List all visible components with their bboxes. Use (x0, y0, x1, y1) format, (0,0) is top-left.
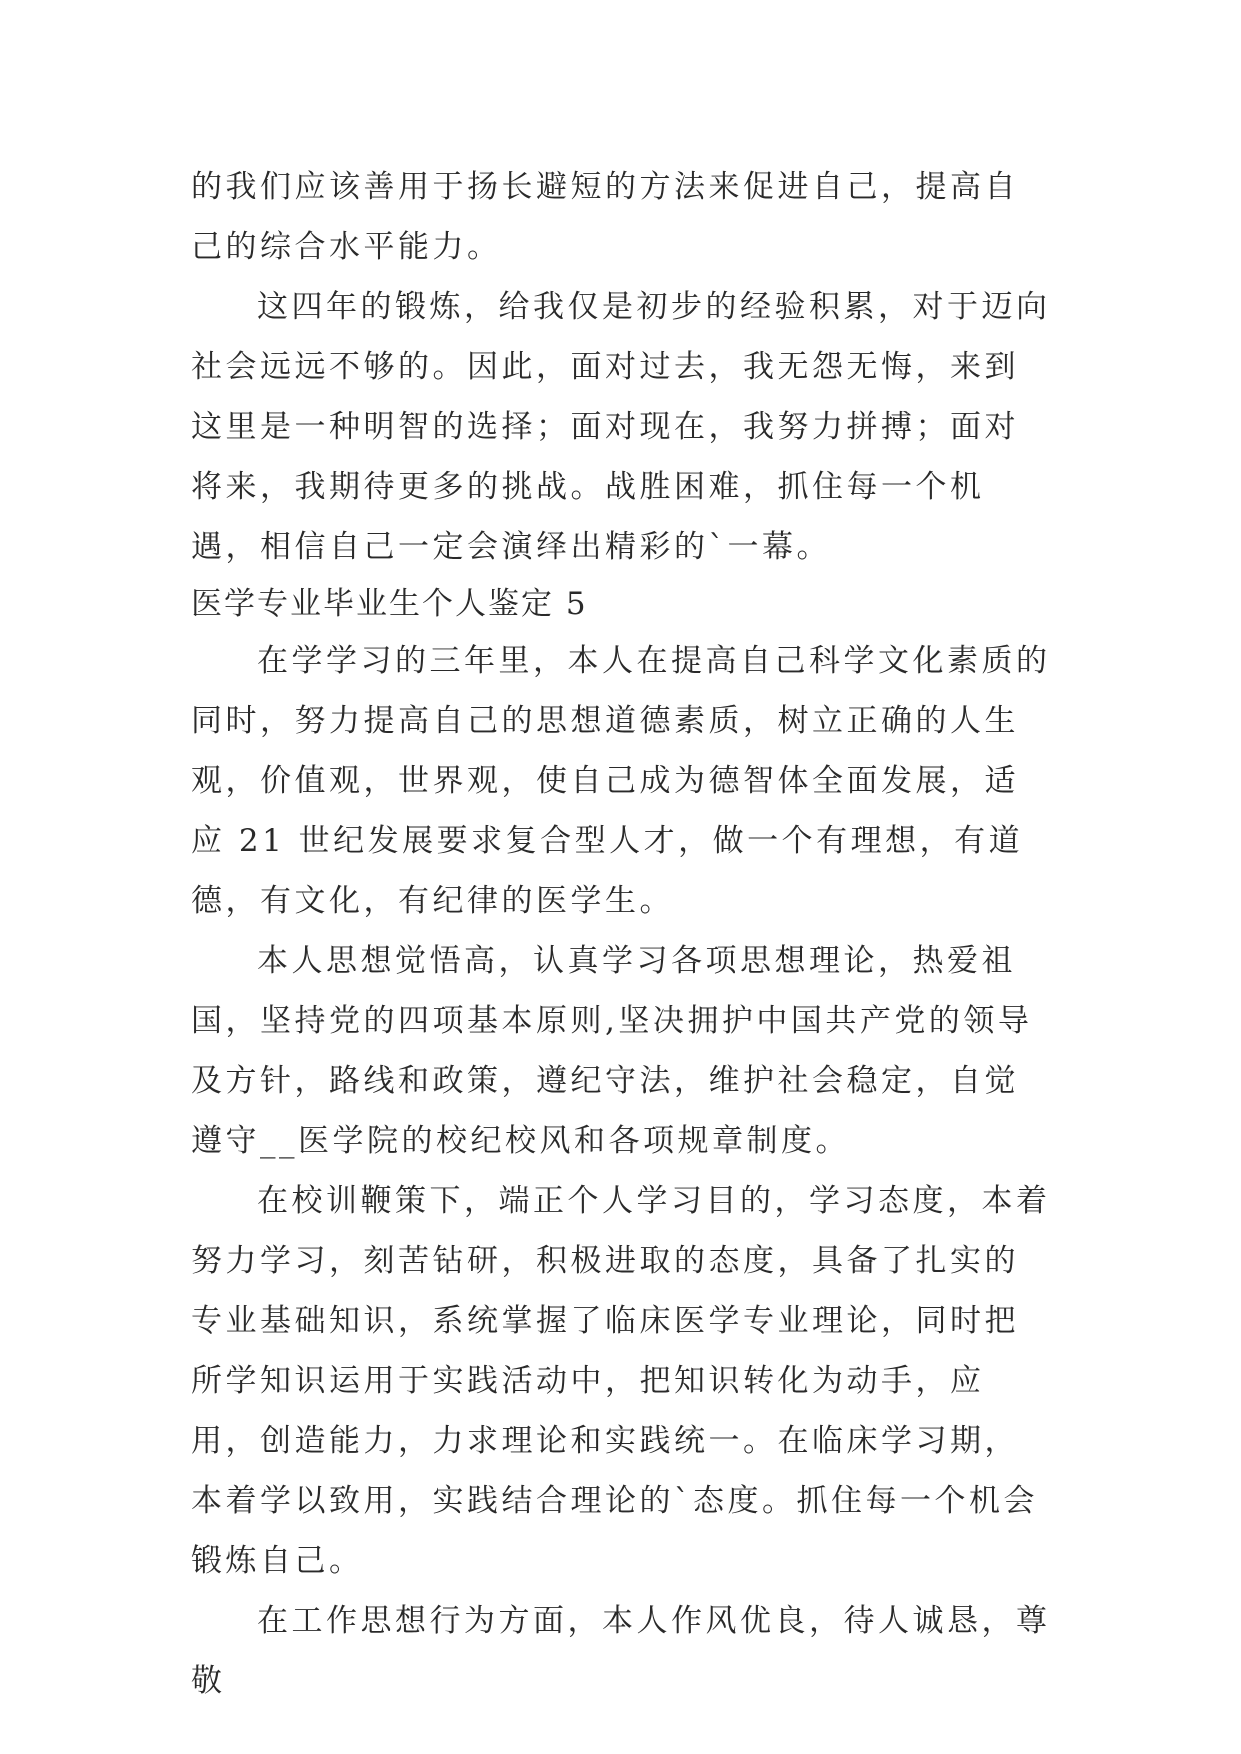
section-heading: 医学专业毕业生个人鉴定 5 (191, 586, 588, 622)
paragraph-work-conduct: 在工作思想行为方面，本人作风优良，待人诚恳，尊敬 (191, 1603, 1051, 1699)
paragraph-study: 在校训鞭策下，端正个人学习目的，学习态度，本着努力学习，刻苦钻研，积极进取的态度，具备了扎实的专业基础知识，系统掌握了临床医学专业理论，同时把所学知识运用于实践活动中，把知识转化为动手，应用，创造能力，力求理论和实践统一。在临床学习期，本着学以致用，实践结合理论的`态度。抓住每一个机会锻炼自己。 (191, 1183, 1051, 1579)
paragraph-three-years: 在学学习的三年里，本人在提高自己科学文化素质的同时，努力提高自己的思想道德素质，树立正确的人生观，价值观，世界观，使自己成为德智体全面发展，适应 21 世纪发展要求复合型人才，做一个有理想，有道德，有文化，有纪律的医学生。 (191, 643, 1051, 919)
document-body (191, 157, 1051, 1711)
paragraph-four-years: 这四年的锻炼，给我仅是初步的经验积累，对于迈向社会远远不够的。因此，面对过去，我无怨无悔，来到这里是一种明智的选择；面对现在，我努力拼搏；面对将来，我期待更多的挑战。战胜困难，抓住每一个机遇，相信自己一定会演绎出精彩的`一幕。 (191, 289, 1051, 565)
paragraph-continuation: 的我们应该善用于扬长避短的方法来促进自己，提高自己的综合水平能力。 (191, 169, 1019, 265)
paragraph-ideology: 本人思想觉悟高，认真学习各项思想理论，热爱祖国，坚持党的四项基本原则,坚决拥护中国共产党的领导及方针，路线和政策，遵纪守法，维护社会稳定，自觉遵守__医学院的校纪校风和各项规章制度。 (191, 943, 1033, 1159)
